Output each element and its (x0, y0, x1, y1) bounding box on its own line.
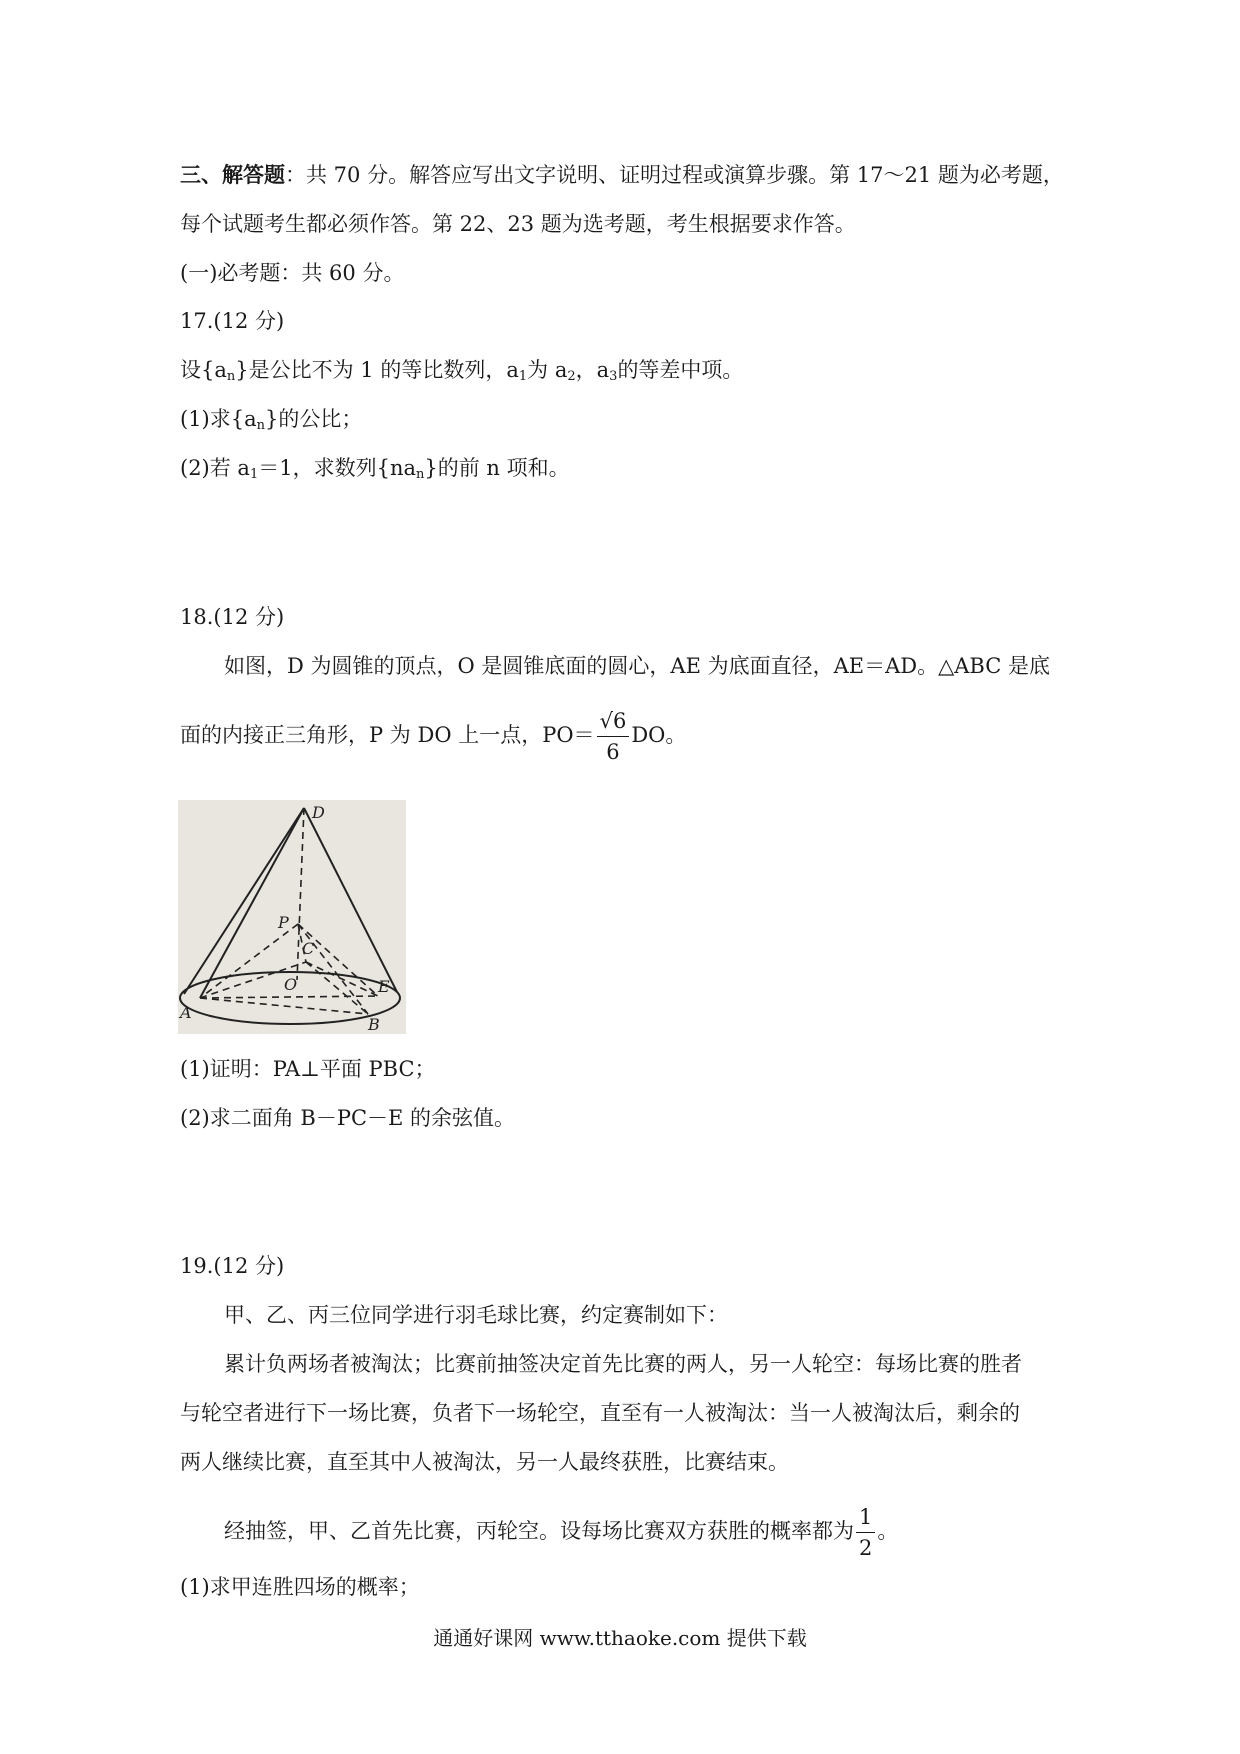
q17-part1-text: }的公比； (265, 407, 363, 431)
q19-para2-line2: 与轮空者进行下一场比赛，负者下一场轮空，直至有一人被淘汰：当一人被淘汰后，剩余的 (180, 1401, 1020, 1425)
q19-number: 19.(12 分) (180, 1254, 285, 1278)
q17-stem-text: 设{a (180, 358, 227, 382)
q17-stem-text: ，a (575, 358, 610, 382)
q19-para1: 甲、乙、丙三位同学进行羽毛球比赛，约定赛制如下： (224, 1303, 728, 1327)
q18-part2: (2)求二面角 B－PC－E 的余弦值。 (180, 1106, 516, 1130)
footer-source: 通通好课网 www.tthaoke.com 提供下载 (433, 1626, 807, 1650)
q19-para3 (224, 1502, 898, 1563)
subscript: 2 (567, 369, 576, 384)
q18-stem-line2 (180, 706, 686, 767)
label-e: E (378, 977, 390, 996)
q19-para2-line1: 累计负两场者被淘汰；比赛前抽签决定首先比赛的两人，另一人轮空：每场比赛的胜者 (224, 1352, 1022, 1376)
fraction-numerator: 1 (856, 1502, 875, 1533)
label-d: D (312, 803, 325, 822)
q18-stem-text: 面的内接正三角形，P 为 DO 上一点，PO＝ (180, 723, 595, 747)
fraction (597, 706, 630, 767)
q17-part2-text: (2)若 a (180, 456, 250, 480)
subscript: 1 (518, 369, 528, 384)
q19-para3-text: 。 (877, 1519, 899, 1543)
q18-stem-line1: 如图，D 为圆锥的顶点，O 是圆锥底面的圆心，AE 为底面直径，AE＝AD。△ABC 是底 (224, 654, 1050, 678)
subscript: n (416, 467, 425, 482)
section-heading-title: 三、解答题 (180, 162, 285, 187)
section-heading-line2: 每个试题考生都必须作答。第 22、23 题为选考题，考生根据要求作答。 (180, 212, 856, 236)
cone-figure (178, 800, 406, 1034)
q19-para2-line3: 两人继续比赛，直至其中人被淘汰，另一人最终获胜，比赛结束。 (180, 1450, 789, 1474)
q18-number: 18.(12 分) (180, 605, 285, 629)
q17-part2-text: ＝1，求数列{na (258, 456, 417, 480)
q17-part1-text: (1)求{a (180, 407, 257, 431)
subscript: 3 (609, 369, 618, 384)
fraction-numerator: √6 (597, 706, 630, 737)
subscript: n (226, 369, 236, 384)
label-c: C (302, 939, 315, 958)
q19-para3-text: 经抽签，甲、乙首先比赛，丙轮空。设每场比赛双方获胜的概率都为 (224, 1519, 854, 1543)
q17-part2 (180, 453, 570, 490)
label-a: A (180, 1003, 192, 1022)
q19-part1: (1)求甲连胜四场的概率； (180, 1575, 420, 1599)
q18-part1: (1)证明：PA⊥平面 PBC； (180, 1057, 436, 1081)
q17-stem-text: }是公比不为 1 的等比数列，a (235, 358, 519, 382)
section-heading-text: ：共 70 分。解答应写出文字说明、证明过程或演算步骤。第 17～21 题为必考题， (285, 163, 1064, 187)
cone-diagram (178, 800, 406, 1034)
q17-number: 17.(12 分) (180, 309, 285, 333)
q17-stem-text: 为 a (527, 358, 568, 382)
q17-stem (180, 355, 743, 392)
q17-part2-text: }的前 n 项和。 (424, 456, 570, 480)
subsection-title: (一)必考题：共 60 分。 (180, 261, 405, 285)
label-p: P (278, 913, 289, 932)
q17-stem-text: 的等差中项。 (617, 358, 744, 382)
section-heading (180, 160, 1064, 190)
q17-part1 (180, 404, 362, 441)
q18-stem-text: DO。 (631, 723, 687, 747)
fraction (856, 1502, 875, 1563)
label-o: O (284, 975, 298, 994)
subscript: 1 (249, 467, 259, 482)
fraction-denominator: 2 (859, 1536, 873, 1560)
subscript: n (256, 418, 266, 433)
label-b: B (368, 1015, 380, 1034)
fraction-denominator: 6 (606, 740, 620, 764)
